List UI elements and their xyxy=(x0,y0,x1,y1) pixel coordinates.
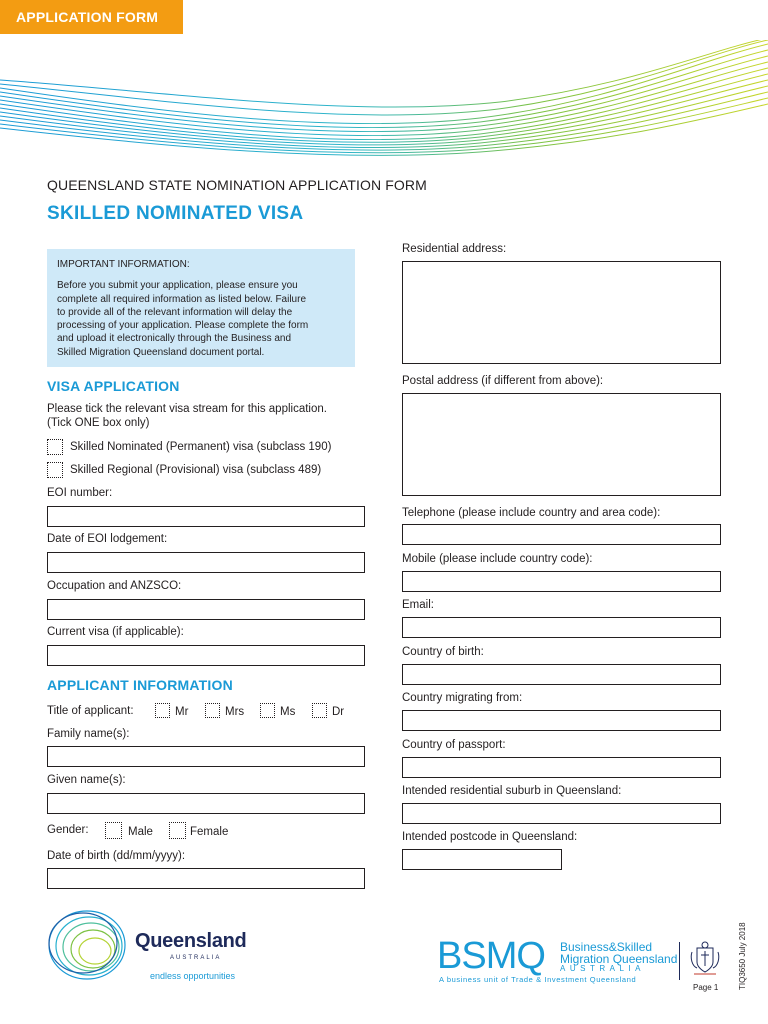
visa-instruction-note: (Tick ONE box only) xyxy=(47,417,150,429)
gender-female-checkbox[interactable] xyxy=(169,822,186,839)
title-mr-label: Mr xyxy=(175,706,189,718)
title-of-applicant-label: Title of applicant: xyxy=(47,705,134,717)
applicant-information-heading: APPLICANT INFORMATION xyxy=(47,677,233,693)
mobile-field[interactable] xyxy=(402,571,721,592)
title-ms-checkbox[interactable] xyxy=(260,703,275,718)
intended-suburb-label: Intended residential suburb in Queensland: xyxy=(402,785,622,797)
intended-postcode-label: Intended postcode in Queensland: xyxy=(402,831,578,843)
family-name-label: Family name(s): xyxy=(47,728,130,740)
telephone-label: Telephone (please include country and area code): xyxy=(402,507,661,519)
bsmq-name-line2: Migration Queensland xyxy=(560,952,678,966)
gender-male-checkbox[interactable] xyxy=(105,822,122,839)
queensland-wordmark: Queensland xyxy=(135,930,247,952)
country-of-passport-label: Country of passport: xyxy=(402,739,506,751)
title-dr-checkbox[interactable] xyxy=(312,703,327,718)
country-migrating-from-label: Country migrating from: xyxy=(402,692,523,704)
country-migrating-from-field[interactable] xyxy=(402,710,721,731)
visa-application-heading: VISA APPLICATION xyxy=(47,378,180,394)
occupation-label: Occupation and ANZSCO: xyxy=(47,580,182,592)
date-of-birth-field[interactable] xyxy=(47,868,365,889)
info-line: Before you submit your application, please ensure you xyxy=(57,280,298,292)
country-of-passport-field[interactable] xyxy=(402,757,721,778)
gender-female-label: Female xyxy=(190,826,229,838)
title-ms-label: Ms xyxy=(280,706,296,718)
eoi-date-field[interactable] xyxy=(47,552,365,573)
current-visa-field[interactable] xyxy=(47,645,365,666)
info-heading: IMPORTANT INFORMATION: xyxy=(57,259,190,270)
mobile-label: Mobile (please include country code): xyxy=(402,553,593,565)
form-subtitle: SKILLED NOMINATED VISA xyxy=(47,203,304,224)
queensland-government-crest-icon xyxy=(688,940,722,980)
bsmq-name-line1: Business&Skilled xyxy=(560,940,653,954)
subclass-190-checkbox[interactable] xyxy=(47,439,63,455)
occupation-field[interactable] xyxy=(47,599,365,620)
info-line: to provide all of the relevant information will delay the xyxy=(57,306,293,318)
info-line: and upload it electronically through the Business and xyxy=(57,333,292,345)
logo-divider xyxy=(679,942,680,980)
postal-address-label: Postal address (if different from above): xyxy=(402,375,604,387)
info-line: Skilled Migration Queensland document portal. xyxy=(57,346,265,358)
postal-address-field[interactable] xyxy=(402,393,721,496)
application-form-tab: APPLICATION FORM xyxy=(0,0,183,34)
current-visa-label: Current visa (if applicable): xyxy=(47,626,184,638)
eoi-number-field[interactable] xyxy=(47,506,365,527)
form-title: QUEENSLAND STATE NOMINATION APPLICATION FORM xyxy=(47,177,427,193)
title-mrs-label: Mrs xyxy=(225,706,245,718)
visa-instruction: Please tick the relevant visa stream for this application. xyxy=(47,403,327,415)
subclass-489-checkbox[interactable] xyxy=(47,462,63,478)
subclass-190-label: Skilled Nominated (Permanent) visa (subclass 190) xyxy=(70,441,332,453)
important-information-box xyxy=(47,249,355,367)
info-line: complete all required information as listed below. Failure xyxy=(57,293,307,305)
given-name-field[interactable] xyxy=(47,793,365,814)
intended-postcode-field[interactable] xyxy=(402,849,562,870)
intended-suburb-field[interactable] xyxy=(402,803,721,824)
telephone-field[interactable] xyxy=(402,524,721,545)
family-name-field[interactable] xyxy=(47,746,365,767)
title-mr-checkbox[interactable] xyxy=(155,703,170,718)
info-line: processing of your application. Please complete the form xyxy=(57,320,309,332)
date-of-birth-label: Date of birth (dd/mm/yyyy): xyxy=(47,850,186,862)
queensland-logo-icon xyxy=(45,905,135,985)
given-name-label: Given name(s): xyxy=(47,774,126,786)
queensland-country: AUSTRALIA xyxy=(170,955,222,961)
gender-male-label: Male xyxy=(128,826,153,838)
eoi-date-label: Date of EOI lodgement: xyxy=(47,533,168,545)
residential-address-label: Residential address: xyxy=(402,243,507,255)
bsmq-logo: BSMQ xyxy=(437,935,545,977)
bsmq-tagline: A business unit of Trade & Investment Queensland xyxy=(439,975,637,984)
title-mrs-checkbox[interactable] xyxy=(205,703,220,718)
eoi-number-label: EOI number: xyxy=(47,487,113,499)
country-of-birth-field[interactable] xyxy=(402,664,721,685)
title-dr-label: Dr xyxy=(332,706,345,718)
residential-address-field[interactable] xyxy=(402,261,721,364)
subclass-489-label: Skilled Regional (Provisional) visa (subclass 489) xyxy=(70,464,322,476)
queensland-tagline: endless opportunities xyxy=(150,971,236,981)
page-number: Page 1 xyxy=(693,983,719,992)
email-label: Email: xyxy=(402,599,434,611)
document-code: TIQ3650 July 2018 xyxy=(738,922,747,990)
email-field[interactable] xyxy=(402,617,721,638)
gender-label: Gender: xyxy=(47,824,89,836)
bsmq-country: AUSTRALIA xyxy=(560,964,645,973)
decorative-wave-lines xyxy=(0,40,768,170)
country-of-birth-label: Country of birth: xyxy=(402,646,484,658)
